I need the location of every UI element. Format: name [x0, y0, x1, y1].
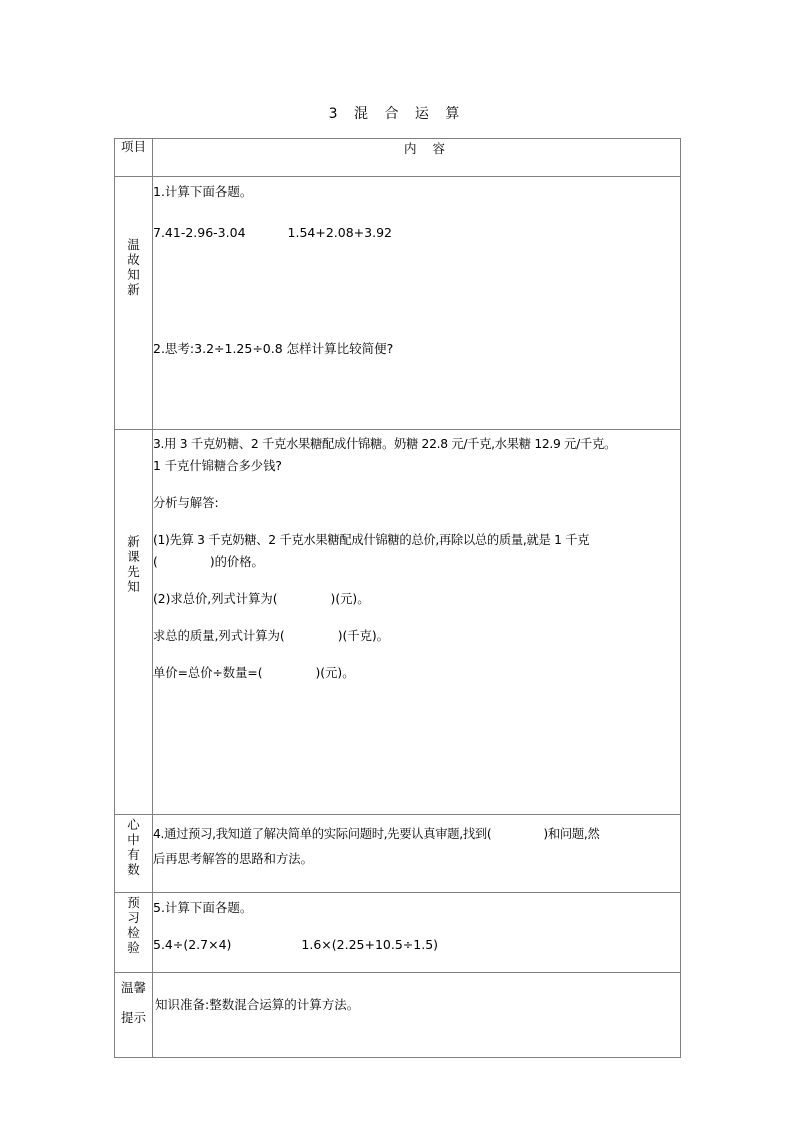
row-mind [115, 815, 681, 893]
question-4-text: 4.通过预习,我知道了解决简单的实际问题时,先要认真审题,找到( [153, 827, 492, 841]
step-3-tail: )(千克)。 [337, 629, 389, 643]
header-content-label: 内 容 [404, 141, 445, 156]
row-label-mind [115, 815, 153, 893]
row-label-new-text: 新课先知 [127, 534, 140, 594]
expressions-5 [153, 936, 680, 954]
row-label-preview [115, 893, 153, 973]
step-2-text: (2)求总价,列式计算为( [153, 592, 278, 606]
step-4-tail: )(元)。 [315, 666, 355, 680]
row-tips [115, 973, 681, 1058]
step-2-tail: )(元)。 [330, 592, 370, 606]
question-4-tail: )和问题,然 [543, 827, 600, 841]
question-3-line2: 1 千克什锦糖合多少钱? [153, 459, 282, 473]
header-item: 项目 [115, 139, 153, 177]
question-1: 1.计算下面各题。 [153, 184, 253, 199]
page-title: 3 混 合 运 算 [328, 106, 466, 122]
step-3 [153, 627, 680, 645]
question-4-line2: 后再思考解答的思路和方法。 [153, 852, 313, 866]
row-label-tips-b: 提示 [120, 1010, 146, 1025]
row-content-tips [153, 973, 681, 1058]
row-label-tips-a: 温馨 [120, 980, 146, 995]
row-new [115, 430, 681, 815]
step-4 [153, 664, 680, 682]
row-content-mind [153, 815, 681, 893]
step-2 [153, 590, 680, 608]
question-3-line1: 3.用 3 千克奶糖、2 千克水果糖配成什锦糖。奶糖 22.8 元/千克,水果糖 12.9 元/千克。 [153, 437, 617, 451]
header-content [153, 139, 681, 177]
step-1-line2 [153, 553, 680, 571]
row-content-preview [153, 893, 681, 973]
question-4-line1 [153, 825, 680, 843]
step-1-paren-open: ( [153, 555, 158, 569]
row-label-review-text: 温故知新 [127, 237, 140, 297]
row-content-review [153, 177, 681, 430]
question-5: 5.计算下面各题。 [153, 900, 253, 915]
expression-5a: 5.4÷(2.7×4) [153, 937, 232, 952]
row-label-preview-text: 预习检验 [127, 895, 140, 955]
row-preview [115, 893, 681, 973]
row-label-mind-text: 心中有数 [127, 817, 140, 877]
table-header-row [115, 139, 681, 177]
row-label-review [115, 177, 153, 430]
row-label-tips [115, 973, 153, 1058]
step-4-text: 单价=总价÷数量=( [153, 666, 263, 680]
expression-1a: 7.41-2.96-3.04 [153, 225, 246, 240]
step-3-text: 求总的质量,列式计算为( [153, 629, 285, 643]
row-label-new [115, 430, 153, 815]
expressions-1 [153, 224, 680, 242]
tips-text: 知识准备:整数混合运算的计算方法。 [155, 997, 360, 1012]
row-review [115, 177, 681, 430]
question-2: 2.思考:3.2÷1.25÷0.8 怎样计算比较简便? [153, 341, 394, 356]
analysis-heading: 分析与解答: [153, 496, 219, 510]
lesson-table [114, 138, 681, 1058]
expression-5b: 1.6×(2.25+10.5÷1.5) [301, 937, 439, 952]
step-1-line1: (1)先算 3 千克奶糖、2 千克水果糖配成什锦糖的总价,再除以总的质量,就是 1 千克 [153, 533, 590, 547]
expression-1b: 1.54+2.08+3.92 [287, 225, 392, 240]
step-1-tail: )的价格。 [209, 555, 264, 569]
row-content-new [153, 430, 681, 815]
